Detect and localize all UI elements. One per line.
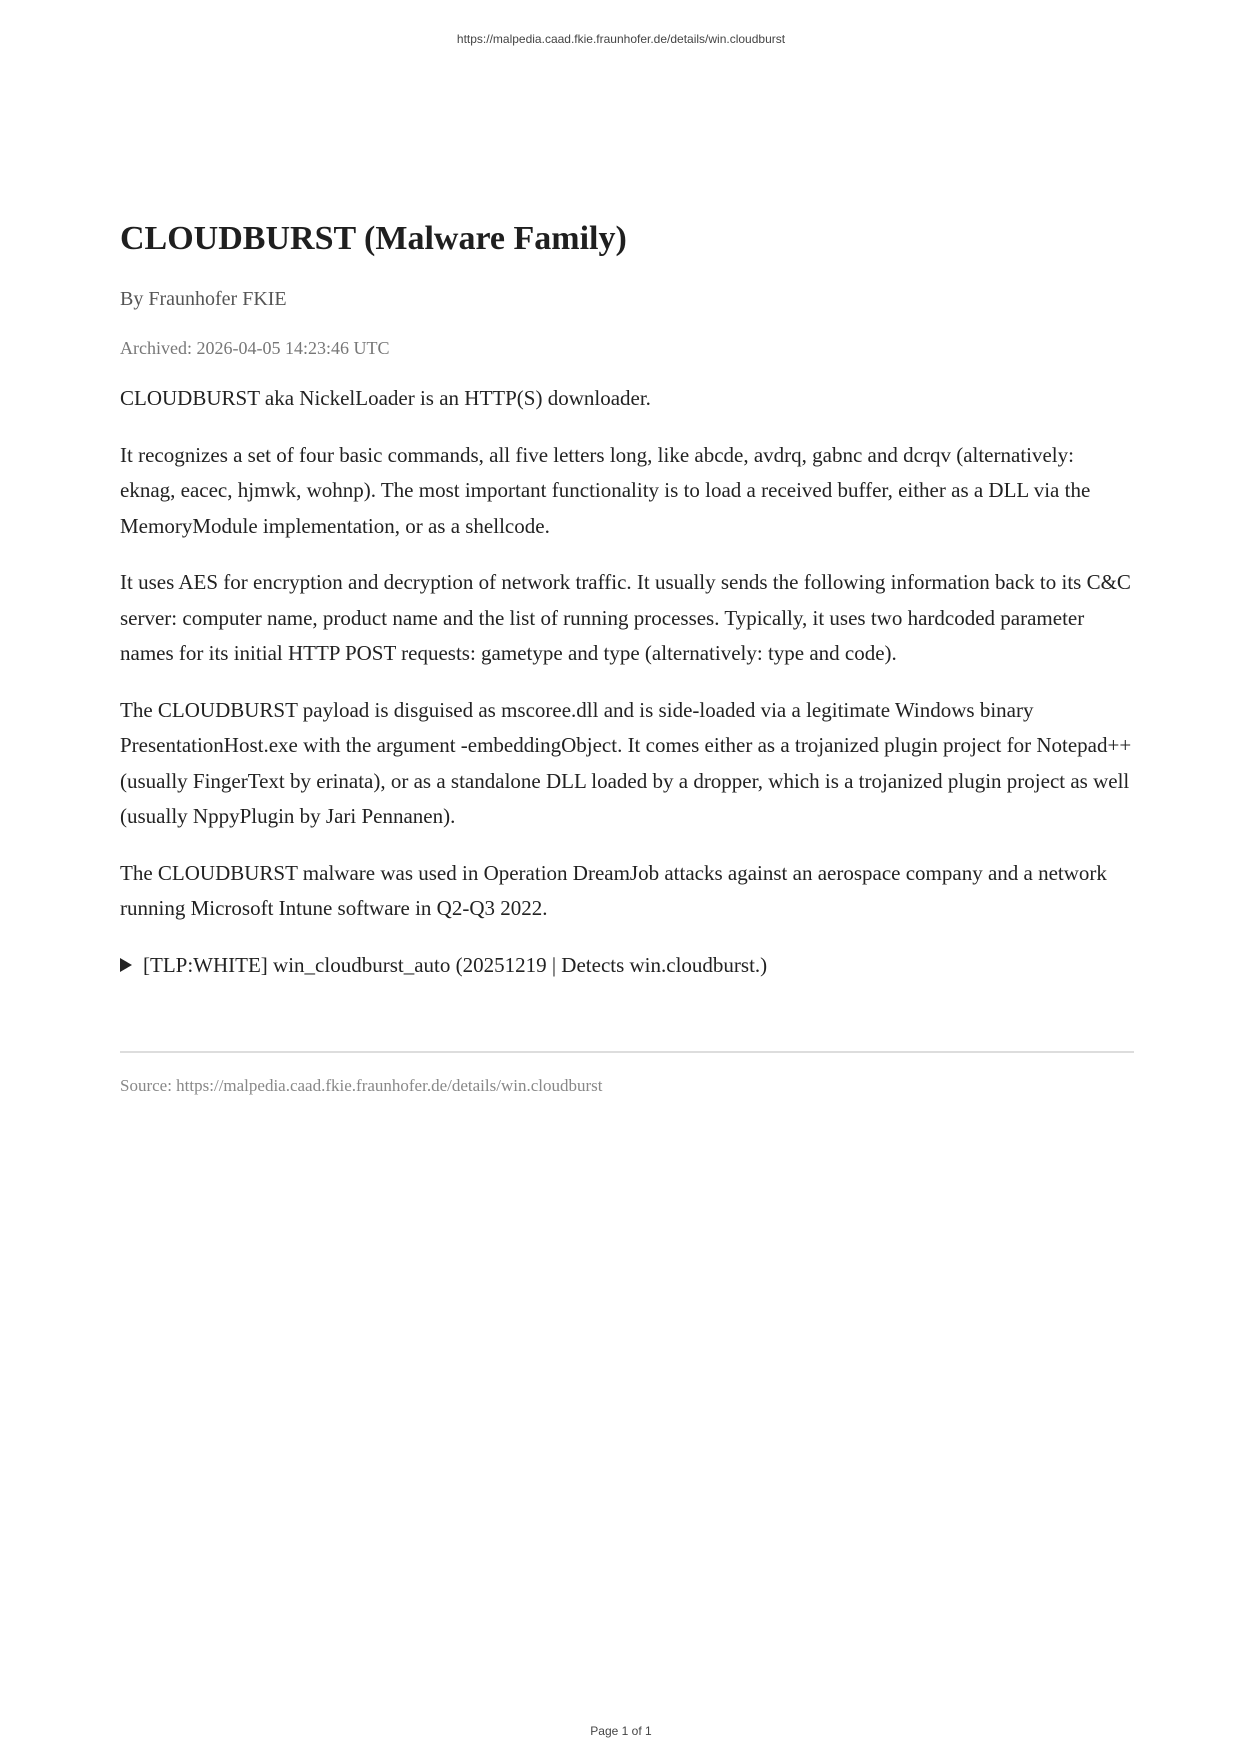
source-link: Source: https://malpedia.caad.fkie.fraunhofer.de/details/win.cloudburst xyxy=(120,1075,603,1095)
paragraph-5: The CLOUDBURST malware was used in Operation DreamJob attacks against an aerospace company and a network running Microsoft Intune software in Q2-Q3 2022. xyxy=(120,860,1107,920)
paragraph-4: The CLOUDBURST payload is disguised as mscoree.dll and is side-loaded via a legitimate Windows binary PresentationHost.exe with the argument -embeddingObject. It comes either as a trojanized plugin project for Notepad++ (usually FingerText by erinata), or as a standalone DLL loaded by a dropper, which is a trojanized plugin project as well (usually NppyPlugin by Jari Pennanen). xyxy=(120,697,1132,828)
article xyxy=(120,210,1134,1099)
page-title: CLOUDBURST (Malware Family) xyxy=(120,220,627,257)
details-summary: [TLP:WHITE] win_cloudburst_auto (20251219 | Detects win.cloudburst.) xyxy=(143,952,768,977)
header-url: https://malpedia.caad.fkie.fraunhofer.de/details/win.cloudburst xyxy=(456,32,786,46)
byline: By Fraunhofer FKIE xyxy=(120,288,287,310)
yara-rule-details-toggle[interactable] xyxy=(120,949,1134,981)
triangle-right-icon xyxy=(120,958,132,972)
divider xyxy=(120,1051,1134,1053)
paragraph-2: It recognizes a set of four basic commands, all five letters long, like abcde, avdrq, gabnc and dcrqv (alternatively: eknag, eacec, hjmwk, wohnp). The most important functionality is to load a received buffer, either as a DLL via the MemoryModule implementation, or as a shellcode. xyxy=(120,442,1091,538)
paragraph-3: It uses AES for encryption and decryption of network traffic. It usually sends the following information back to its C&C server: computer name, product name and the list of running processes. Typically, it uses two hardcoded parameter names for its initial HTTP POST requests: gametype and type (alternatively: type and code). xyxy=(120,570,1131,665)
paragraph-1: CLOUDBURST aka NickelLoader is an HTTP(S) downloader. xyxy=(120,386,651,410)
page-number: Page 1 of 1 xyxy=(590,1724,652,1738)
archived-timestamp: Archived: 2026-04-05 14:23:46 UTC xyxy=(120,338,390,358)
